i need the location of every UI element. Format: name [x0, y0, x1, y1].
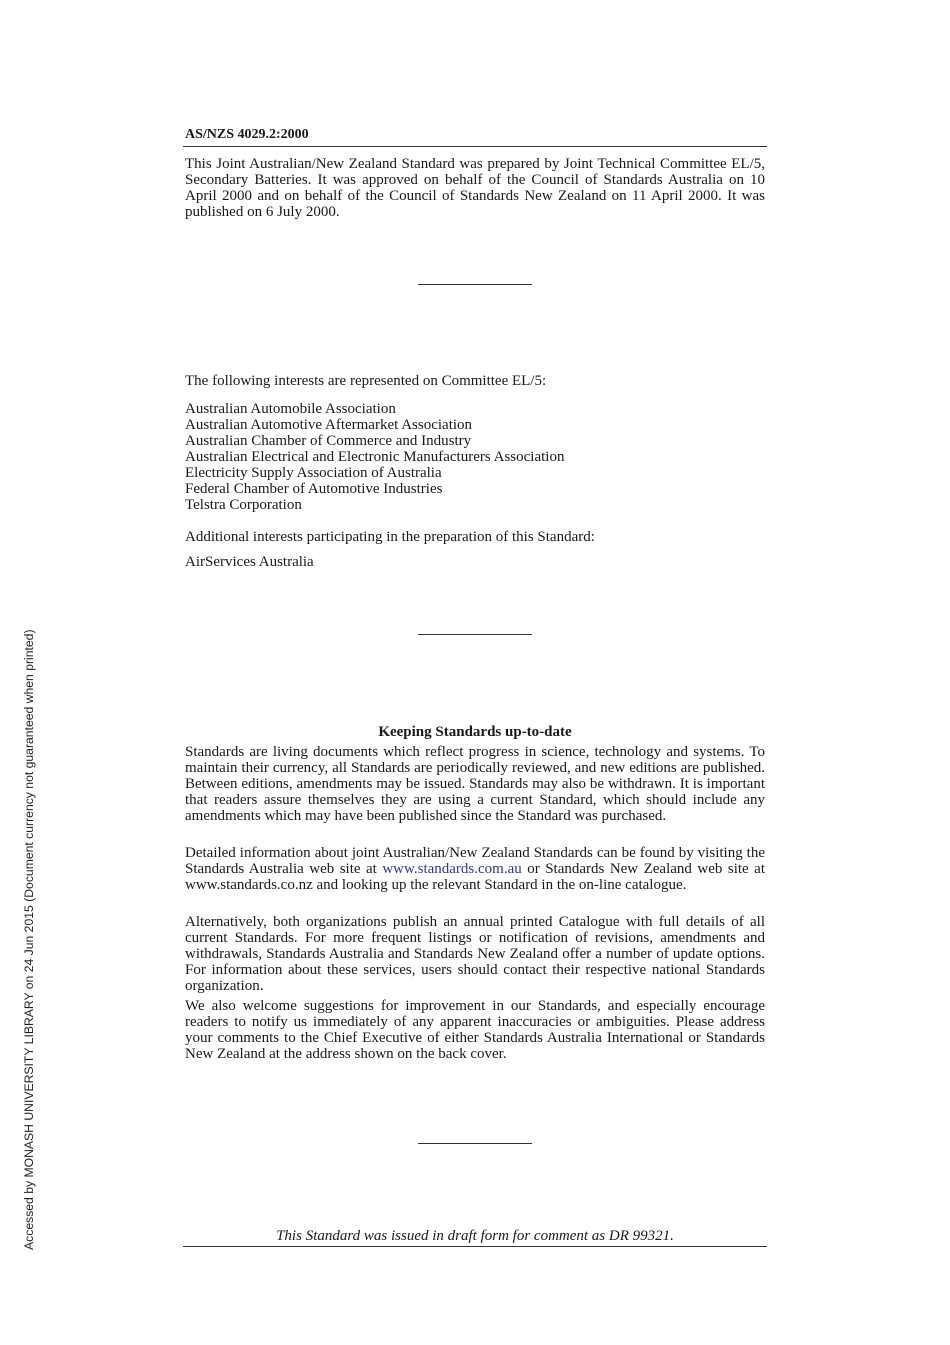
keeping-para-1	[185, 744, 765, 824]
preparation-text: This Joint Australian/New Zealand Standard was prepared by Joint Technical Committee EL/5, Secondary Batteries. It was approved on behalf of the Council of Standards Australia on 10 April 2000 and on behalf of the Council of Standards New Zealand on 11 April 2000. It was published on 6 July 2000.	[185, 156, 765, 220]
preparation-statement	[185, 156, 765, 220]
divider-2	[418, 634, 532, 635]
additional-intro-text: Additional interests participating in the preparation of this Standard:	[185, 529, 595, 545]
divider-1	[418, 284, 532, 285]
committee-intro-text: The following interests are represented on Committee EL/5:	[185, 373, 547, 389]
paragraph-text: Detailed information about joint Australian/New Zealand Standards can be found by visiting the Standards Australia web site at	[185, 845, 765, 877]
draft-note: This Standard was issued in draft form for comment as DR 99321.	[276, 1228, 674, 1244]
list-item: Australian Automobile Association	[185, 401, 396, 417]
additional-intro	[185, 529, 765, 545]
committee-intro	[185, 373, 765, 389]
keeping-para-2	[185, 845, 765, 893]
section-title: Keeping Standards up-to-date	[378, 724, 572, 740]
access-watermark: Accessed by MONASH UNIVERSITY LIBRARY on 24 Jun 2015 (Document currency not guaranteed when printed)	[22, 629, 36, 1250]
paragraph-text: or Standards New Zealand web site at www.standards.co.nz and looking up the relevant Standard in the on-line catalogue.	[185, 861, 765, 893]
keeping-para-4	[185, 998, 765, 1062]
standard-id: AS/NZS 4029.2:2000	[185, 127, 309, 142]
list-item: AirServices Australia	[185, 554, 314, 570]
keeping-para-3	[185, 914, 765, 994]
paragraph: Alternatively, both organizations publish an annual printed Catalogue with full details of all current Standards. For more frequent listings or notification of revisions, amendments and withdrawals, Standards Australia and Standards New Zealand offer a number of update options. For information about these services, users should contact their respective national Standards organization.	[185, 914, 765, 994]
list-item: Australian Automotive Aftermarket Association	[185, 417, 473, 433]
paragraph	[185, 845, 765, 893]
list-item: Electricity Supply Association of Australia	[185, 465, 442, 481]
committee-members-list	[185, 401, 564, 513]
paragraph: We also welcome suggestions for improvement in our Standards, and especially encourage readers to notify us immediately of any apparent inaccuracies or ambiguities. Please address your comments to the Chief Executive of either Standards Australia International or Standards New Zealand at the address shown on the back cover.	[185, 998, 765, 1062]
divider-3	[418, 1143, 532, 1144]
list-item: Australian Chamber of Commerce and Industry	[185, 433, 472, 449]
list-item: Federal Chamber of Automotive Industries	[185, 481, 443, 497]
header-rule	[183, 146, 767, 147]
footer-rule	[183, 1246, 767, 1247]
list-item: Australian Electrical and Electronic Manufacturers Association	[185, 449, 565, 465]
standards-australia-link[interactable]: www.standards.com.au	[382, 861, 522, 877]
list-item: Telstra Corporation	[185, 497, 302, 513]
additional-members	[185, 554, 765, 570]
paragraph: Standards are living documents which reflect progress in science, technology and systems. To maintain their currency, all Standards are periodically reviewed, and new editions are published. Between editions, amendments may be issued. Standards may also be withdrawn. It is important that readers assure themselves they are using a current Standard, which should include any amendments which may have been published since the Standard was purchased.	[185, 744, 765, 824]
